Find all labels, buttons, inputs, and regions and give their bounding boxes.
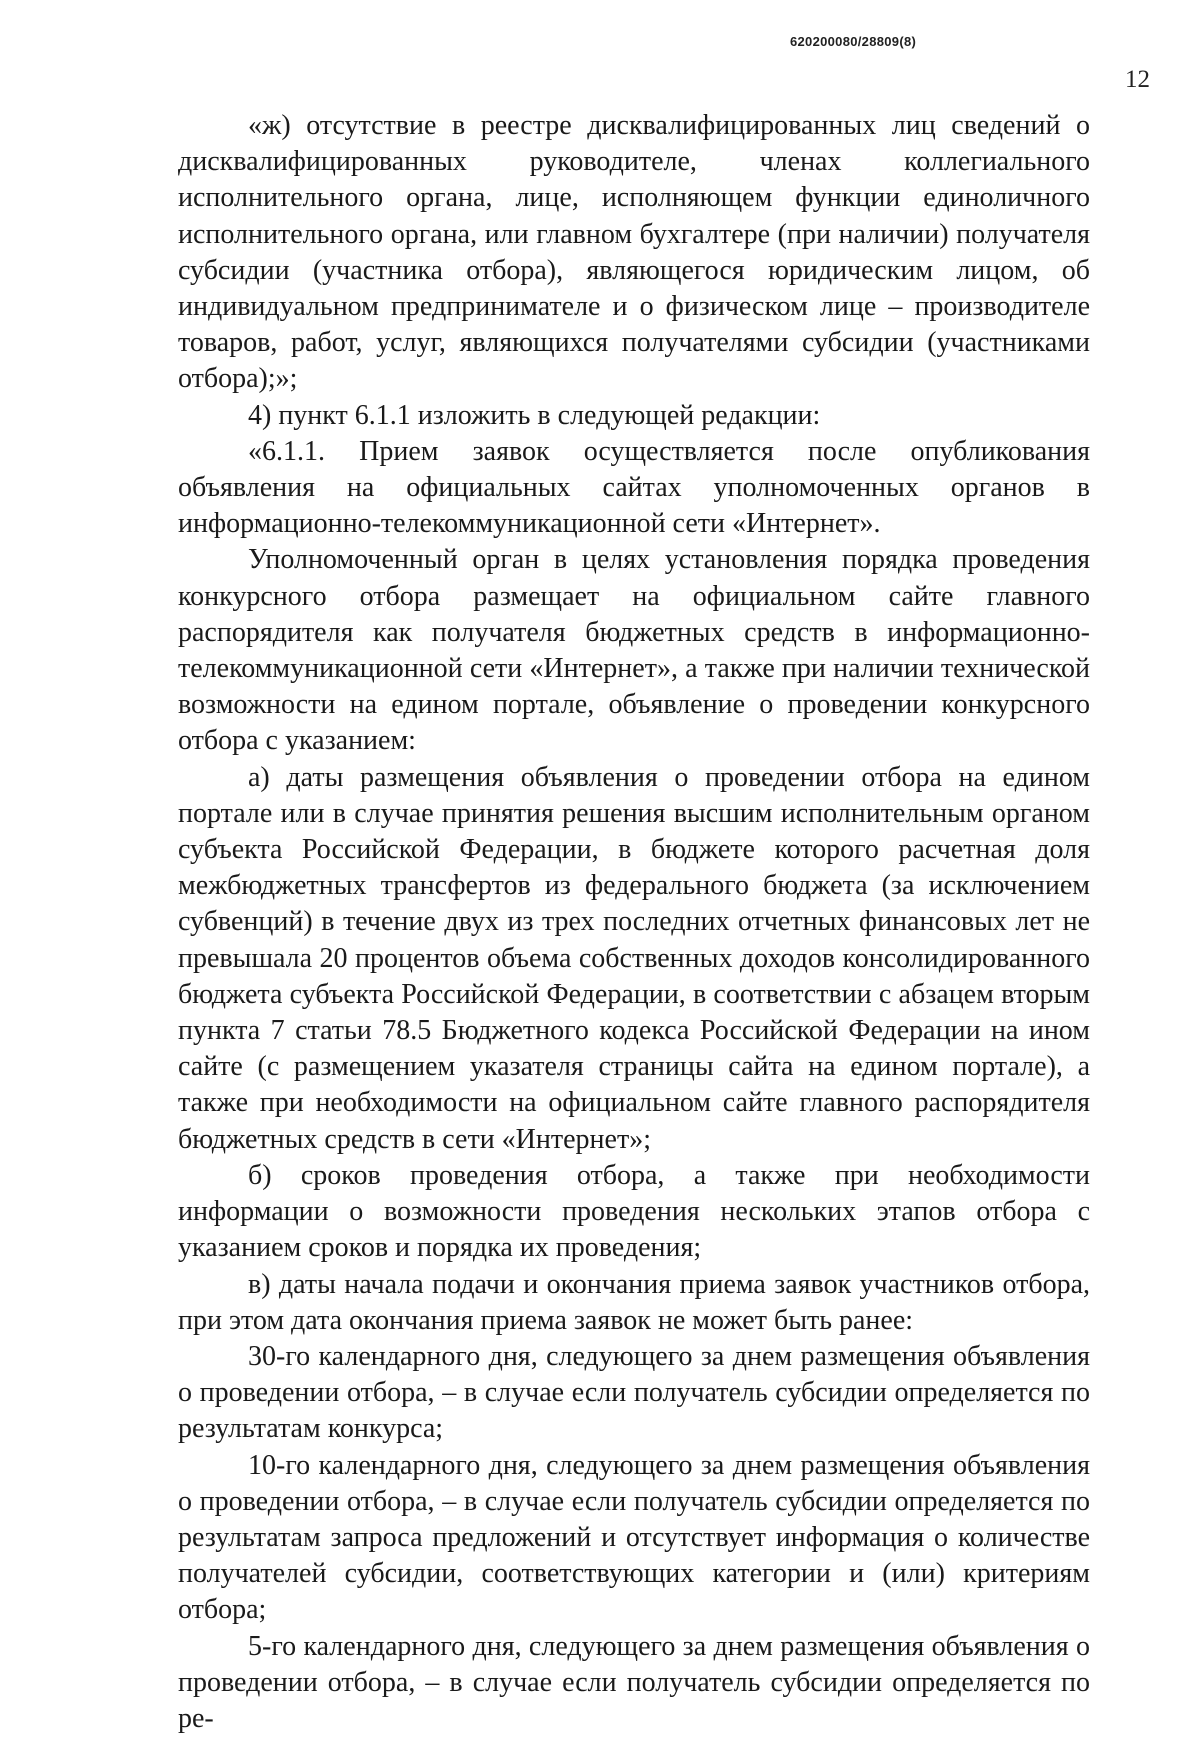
paragraph-authorized-body: Уполномоченный орган в целях установления порядка проведения конкурсного отбора размещает на официальном сайте главного распорядителя как получателя бюджетных средств в информационно-телекоммуникационной сети «Интернет», а также при наличии технической возможности на едином портале, объявление о проведении конкурсного отбора с указанием: — [178, 544, 1090, 757]
page-number: 12 — [1125, 66, 1150, 93]
paragraph-5th-day: 5-го календарного дня, следующего за днем размещения объявления о проведении отбора, – в случае если получатель субсидии определяется по ре- — [178, 1630, 1090, 1734]
paragraph-item-a: а) даты размещения объявления о проведении отбора на едином портале или в случае принятия решения высшим исполнительным органом субъекта Российской Федерации, в бюджете которого расчетная доля межбюджетных трансфертов из федерального бюджета (за исключением субвенций) в течение двух из трех последних отчетных финансовых лет не превышала 20 процентов объема собственных доходов консолидированного бюджета субъекта Российской Федерации, в соответствии с абзацем вторым пункта 7 статьи 78.5 Бюджетного кодекса Российской Федерации на ином сайте (с размещением указателя страницы сайта на едином портале), а также при необходимости на официальном сайте главного распорядителя бюджетных средств в сети «Интернет»; — [178, 761, 1090, 1155]
paragraph-6-1-1: «6.1.1. Прием заявок осуществляется после опубликования объявления на официальных сайтах уполномоченных органов в информационно-телекоммуникационной сети «Интернет». — [178, 435, 1090, 540]
paragraph-item-zh: «ж) отсутствие в реестре дисквалифицированных лиц сведений о дисквалифицированных руководителе, членах коллегиального исполнительного органа, лице, исполняющем функции единоличного исполнительного органа, или главном бухгалтере (при наличии) получателя субсидии (участника отбора), являющегося юридическим лицом, об индивидуальном предпринимателе и о физическом лице – производителе товаров, работ, услуг, являющихся получателями субсидии (участниками отбора);»; — [178, 110, 1090, 395]
paragraph-10th-day: 10-го календарного дня, следующего за днем размещения объявления о проведении отбора, – в случае если получатель субсидии определяется по результатам запроса предложений и отсутствует информация о количестве получателей субсидии, соответствующих категории и (или) критериям отбора; — [178, 1449, 1090, 1626]
paragraph-item-b: б) сроков проведения отбора, а также при необходимости информации о возможности проведения нескольких этапов отбора с указанием сроков и порядка их проведения; — [178, 1159, 1090, 1264]
paragraph-item-v: в) даты начала подачи и окончания приема заявок участников отбора, при этом дата окончания приема заявок не может быть ранее: — [178, 1268, 1090, 1336]
document-registration-code: 620200080/28809(8) — [790, 34, 917, 49]
paragraph-amendment-4: 4) пункт 6.1.1 изложить в следующей редакции: — [248, 399, 821, 431]
document-body — [178, 108, 1090, 1737]
paragraph-30th-day: 30-го календарного дня, следующего за днем размещения объявления о проведении отбора, – в случае если получатель субсидии определяется по результатам конкурса; — [178, 1340, 1090, 1445]
